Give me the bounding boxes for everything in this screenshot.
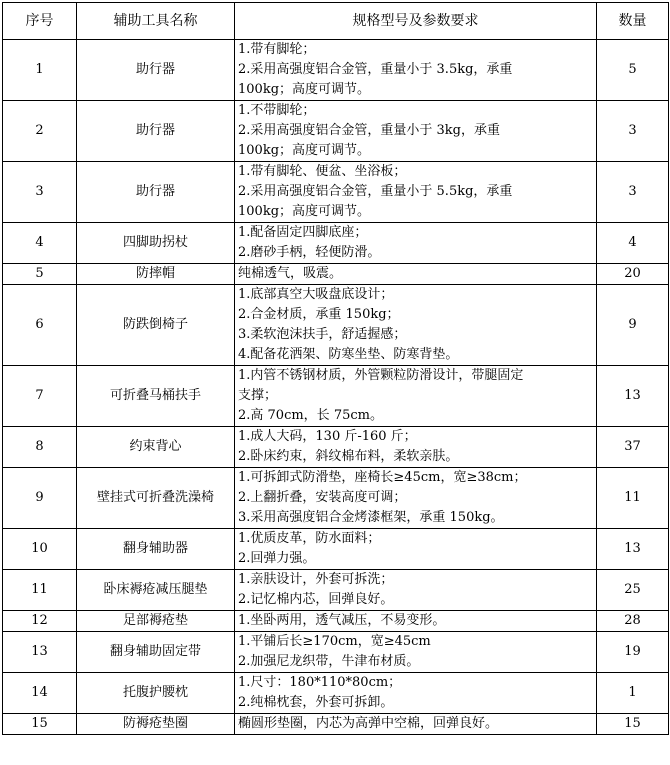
quantity: 13	[597, 366, 669, 427]
spec-cell	[235, 632, 597, 673]
quantity: 13	[597, 529, 669, 570]
spec-line: 1.带有脚轮、便盆、坐浴板；	[238, 164, 407, 179]
tool-name: 四脚助拐杖	[77, 223, 235, 264]
quantity: 4	[597, 223, 669, 264]
tool-name: 翻身辅助固定带	[77, 632, 235, 673]
table-row	[3, 611, 669, 632]
spec-line: 2.采用高强度铝合金管，重量小于 3kg，承重	[238, 123, 501, 138]
spec-line: 2.加强尼龙织带，牛津布材质。	[238, 654, 420, 669]
spec-line: 2.上翻折叠，安装高度可调；	[238, 490, 407, 505]
row-number: 15	[3, 714, 77, 735]
tool-name: 约束背心	[77, 427, 235, 468]
spec-line: 1.配备固定四脚底座；	[238, 225, 368, 240]
tool-name: 助行器	[77, 40, 235, 101]
quantity: 1	[597, 673, 669, 714]
spec-cell	[235, 529, 597, 570]
header-no: 序号	[3, 3, 77, 40]
spec-cell	[235, 611, 597, 632]
tool-name: 足部褥疮垫	[77, 611, 235, 632]
row-number: 7	[3, 366, 77, 427]
table-row	[3, 264, 669, 285]
quantity: 15	[597, 714, 669, 735]
quantity: 3	[597, 101, 669, 162]
quantity: 3	[597, 162, 669, 223]
spec-line: 2.卧床约束，斜纹棉布料，柔软亲肤。	[238, 449, 459, 464]
tool-name: 托腹护腰枕	[77, 673, 235, 714]
row-number: 4	[3, 223, 77, 264]
spec-line: 2.高 70cm，长 75cm。	[238, 408, 383, 423]
row-number: 9	[3, 468, 77, 529]
tool-name: 防摔帽	[77, 264, 235, 285]
quantity: 37	[597, 427, 669, 468]
row-number: 12	[3, 611, 77, 632]
spec-cell	[235, 427, 597, 468]
spec-cell	[235, 223, 597, 264]
table-row	[3, 468, 669, 529]
tool-name: 助行器	[77, 162, 235, 223]
spec-line: 1.可拆卸式防滑垫，座椅长≥45cm，宽≥38cm；	[238, 470, 527, 485]
spec-line: 4.配备花洒架、防寒坐垫、防寒背垫。	[238, 347, 459, 362]
spec-line: 1.坐卧两用，透气减压，不易变形。	[238, 613, 446, 628]
spec-line: 1.亲肤设计，外套可拆洗；	[238, 572, 394, 587]
table-row	[3, 632, 669, 673]
spec-line: 100kg；高度可调节。	[238, 82, 371, 97]
row-number: 1	[3, 40, 77, 101]
row-number: 10	[3, 529, 77, 570]
tool-name: 助行器	[77, 101, 235, 162]
quantity: 28	[597, 611, 669, 632]
spec-cell	[235, 570, 597, 611]
spec-line: 纯棉透气，吸震。	[238, 266, 343, 281]
row-number: 5	[3, 264, 77, 285]
spec-line: 2.采用高强度铝合金管，重量小于 3.5kg，承重	[238, 62, 513, 77]
spec-line: 2.合金材质，承重 150kg；	[238, 307, 400, 322]
quantity: 25	[597, 570, 669, 611]
table-row	[3, 162, 669, 223]
spec-line: 椭圆形垫圈，内芯为高弹中空棉，回弹良好。	[238, 716, 499, 731]
table-row	[3, 223, 669, 264]
tool-name: 壁挂式可折叠洗澡椅	[77, 468, 235, 529]
tool-name: 防跌倒椅子	[77, 285, 235, 366]
tool-name: 防褥疮垫圈	[77, 714, 235, 735]
quantity: 5	[597, 40, 669, 101]
quantity: 19	[597, 632, 669, 673]
spec-line: 2.纯棉枕套，外套可拆卸。	[238, 695, 394, 710]
spec-line: 1.尺寸：180*110*80cm；	[238, 675, 402, 690]
row-number: 2	[3, 101, 77, 162]
spec-line: 1.优质皮革，防水面料；	[238, 531, 381, 546]
header-name: 辅助工具名称	[77, 3, 235, 40]
table-row	[3, 40, 669, 101]
spec-line: 1.成人大码，130 斤-160 斤；	[238, 429, 417, 444]
table-row	[3, 673, 669, 714]
spec-cell	[235, 40, 597, 101]
spec-cell	[235, 366, 597, 427]
equipment-spec-table	[2, 2, 669, 735]
spec-line: 100kg；高度可调节。	[238, 204, 371, 219]
row-number: 3	[3, 162, 77, 223]
row-number: 14	[3, 673, 77, 714]
spec-line: 支撑；	[238, 388, 278, 403]
table-row	[3, 101, 669, 162]
spec-line: 2.采用高强度铝合金管，重量小于 5.5kg，承重	[238, 184, 513, 199]
spec-line: 2.回弹力强。	[238, 551, 316, 566]
spec-cell	[235, 468, 597, 529]
spec-cell	[235, 264, 597, 285]
tool-name: 翻身辅助器	[77, 529, 235, 570]
row-number: 13	[3, 632, 77, 673]
spec-line: 1.内管不锈钢材质，外管颗粒防滑设计，带腿固定	[238, 368, 524, 383]
spec-line: 100kg；高度可调节。	[238, 143, 371, 158]
spec-line: 2.记忆棉内芯，回弹良好。	[238, 592, 394, 607]
row-number: 8	[3, 427, 77, 468]
tool-name: 可折叠马桶扶手	[77, 366, 235, 427]
row-number: 6	[3, 285, 77, 366]
header-spec: 规格型号及参数要求	[235, 3, 597, 40]
table-row	[3, 529, 669, 570]
spec-cell	[235, 673, 597, 714]
table-row	[3, 427, 669, 468]
tool-name: 卧床褥疮减压腿垫	[77, 570, 235, 611]
table-row	[3, 570, 669, 611]
spec-cell	[235, 162, 597, 223]
quantity: 20	[597, 264, 669, 285]
table-header-row	[3, 3, 669, 40]
header-qty: 数量	[597, 3, 669, 40]
spec-cell	[235, 285, 597, 366]
spec-line: 3.采用高强度铝合金烤漆框架，承重 150kg。	[238, 510, 504, 525]
table-row	[3, 285, 669, 366]
row-number: 11	[3, 570, 77, 611]
spec-line: 2.磨砂手柄，轻便防滑。	[238, 245, 381, 260]
spec-line: 1.底部真空大吸盘底设计；	[238, 287, 394, 302]
spec-line: 1.带有脚轮；	[238, 42, 316, 57]
spec-line: 1.平铺后长≥170cm，宽≥45cm	[238, 634, 431, 649]
spec-cell	[235, 714, 597, 735]
table-row	[3, 366, 669, 427]
quantity: 9	[597, 285, 669, 366]
spec-line: 3.柔软泡沫扶手，舒适握感；	[238, 327, 407, 342]
spec-line: 1.不带脚轮；	[238, 103, 316, 118]
quantity: 11	[597, 468, 669, 529]
spec-cell	[235, 101, 597, 162]
table-row	[3, 714, 669, 735]
